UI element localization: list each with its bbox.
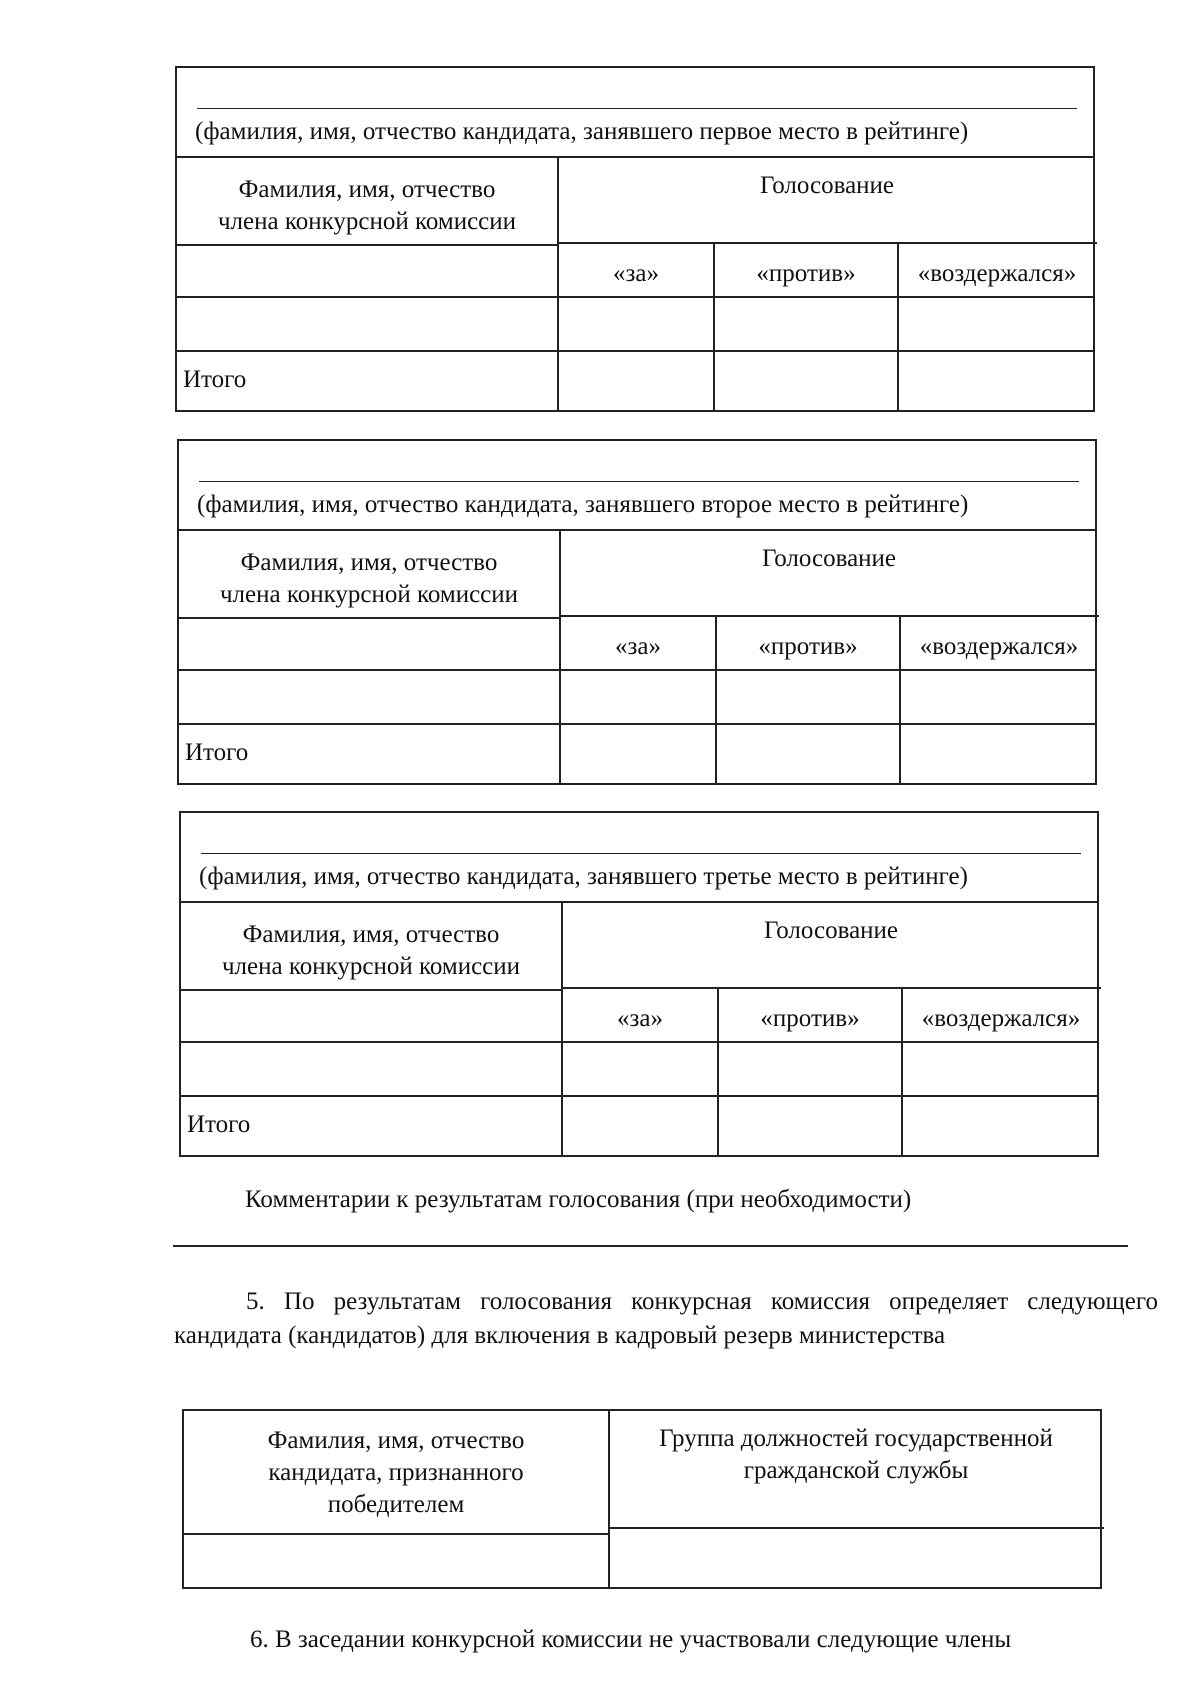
member-header-line1: Фамилия, имя, отчество	[242, 921, 500, 948]
winner-col1-line2: кандидата, признанного	[268, 1459, 524, 1486]
option-against: «против»	[758, 633, 858, 660]
voting-header: Голосование	[761, 545, 897, 572]
section6-paragraph: 6. В заседании конкурсной комиссии не участвовали следующие члены	[250, 1626, 1012, 1653]
total-label: Итого	[187, 1111, 251, 1138]
winner-col2-line1: Группа должностей государственной	[659, 1425, 1053, 1452]
option-for: «за»	[613, 260, 659, 287]
vote-table-second-place	[177, 439, 1097, 785]
member-header-line2: члена конкурсной комиссии	[221, 953, 521, 980]
candidate-caption: (фамилия, имя, отчество кандидата, занявшего второе место в рейтинге)	[197, 491, 969, 518]
voting-header: Голосование	[763, 917, 899, 944]
total-label: Итого	[183, 366, 247, 393]
voting-header: Голосование	[759, 172, 895, 199]
total-label: Итого	[185, 739, 249, 766]
member-header-line1: Фамилия, имя, отчество	[240, 549, 498, 576]
candidate-caption: (фамилия, имя, отчество кандидата, занявшего первое место в рейтинге)	[195, 118, 969, 145]
member-header-line1: Фамилия, имя, отчество	[238, 176, 496, 203]
option-abstained: «воздержался»	[921, 1005, 1081, 1032]
vote-table-third-place	[179, 811, 1099, 1157]
winner-col2-line2: гражданской службы	[743, 1457, 969, 1484]
member-header-line2: члена конкурсной комиссии	[217, 208, 517, 235]
comments-line	[173, 1245, 1128, 1247]
option-for: «за»	[615, 633, 661, 660]
option-abstained: «воздержался»	[917, 260, 1077, 287]
option-for: «за»	[617, 1005, 663, 1032]
comments-label: Комментарии к результатам голосования (при необходимости)	[245, 1186, 912, 1213]
option-against: «против»	[760, 1005, 860, 1032]
option-against: «против»	[756, 260, 856, 287]
winner-table	[182, 1409, 1102, 1589]
member-header-line2: члена конкурсной комиссии	[219, 581, 519, 608]
option-abstained: «воздержался»	[919, 633, 1079, 660]
vote-table-first-place	[175, 66, 1095, 412]
winner-col1-line1: Фамилия, имя, отчество	[267, 1427, 525, 1454]
section5-paragraph: 5. По результатам голосования конкурсная комиссия определяет следующего кандидата (кандидатов) для включения в кадровый резерв министерства	[174, 1288, 1158, 1349]
winner-col1-line3: победителем	[327, 1491, 465, 1518]
candidate-caption: (фамилия, имя, отчество кандидата, занявшего третье место в рейтинге)	[199, 863, 968, 890]
